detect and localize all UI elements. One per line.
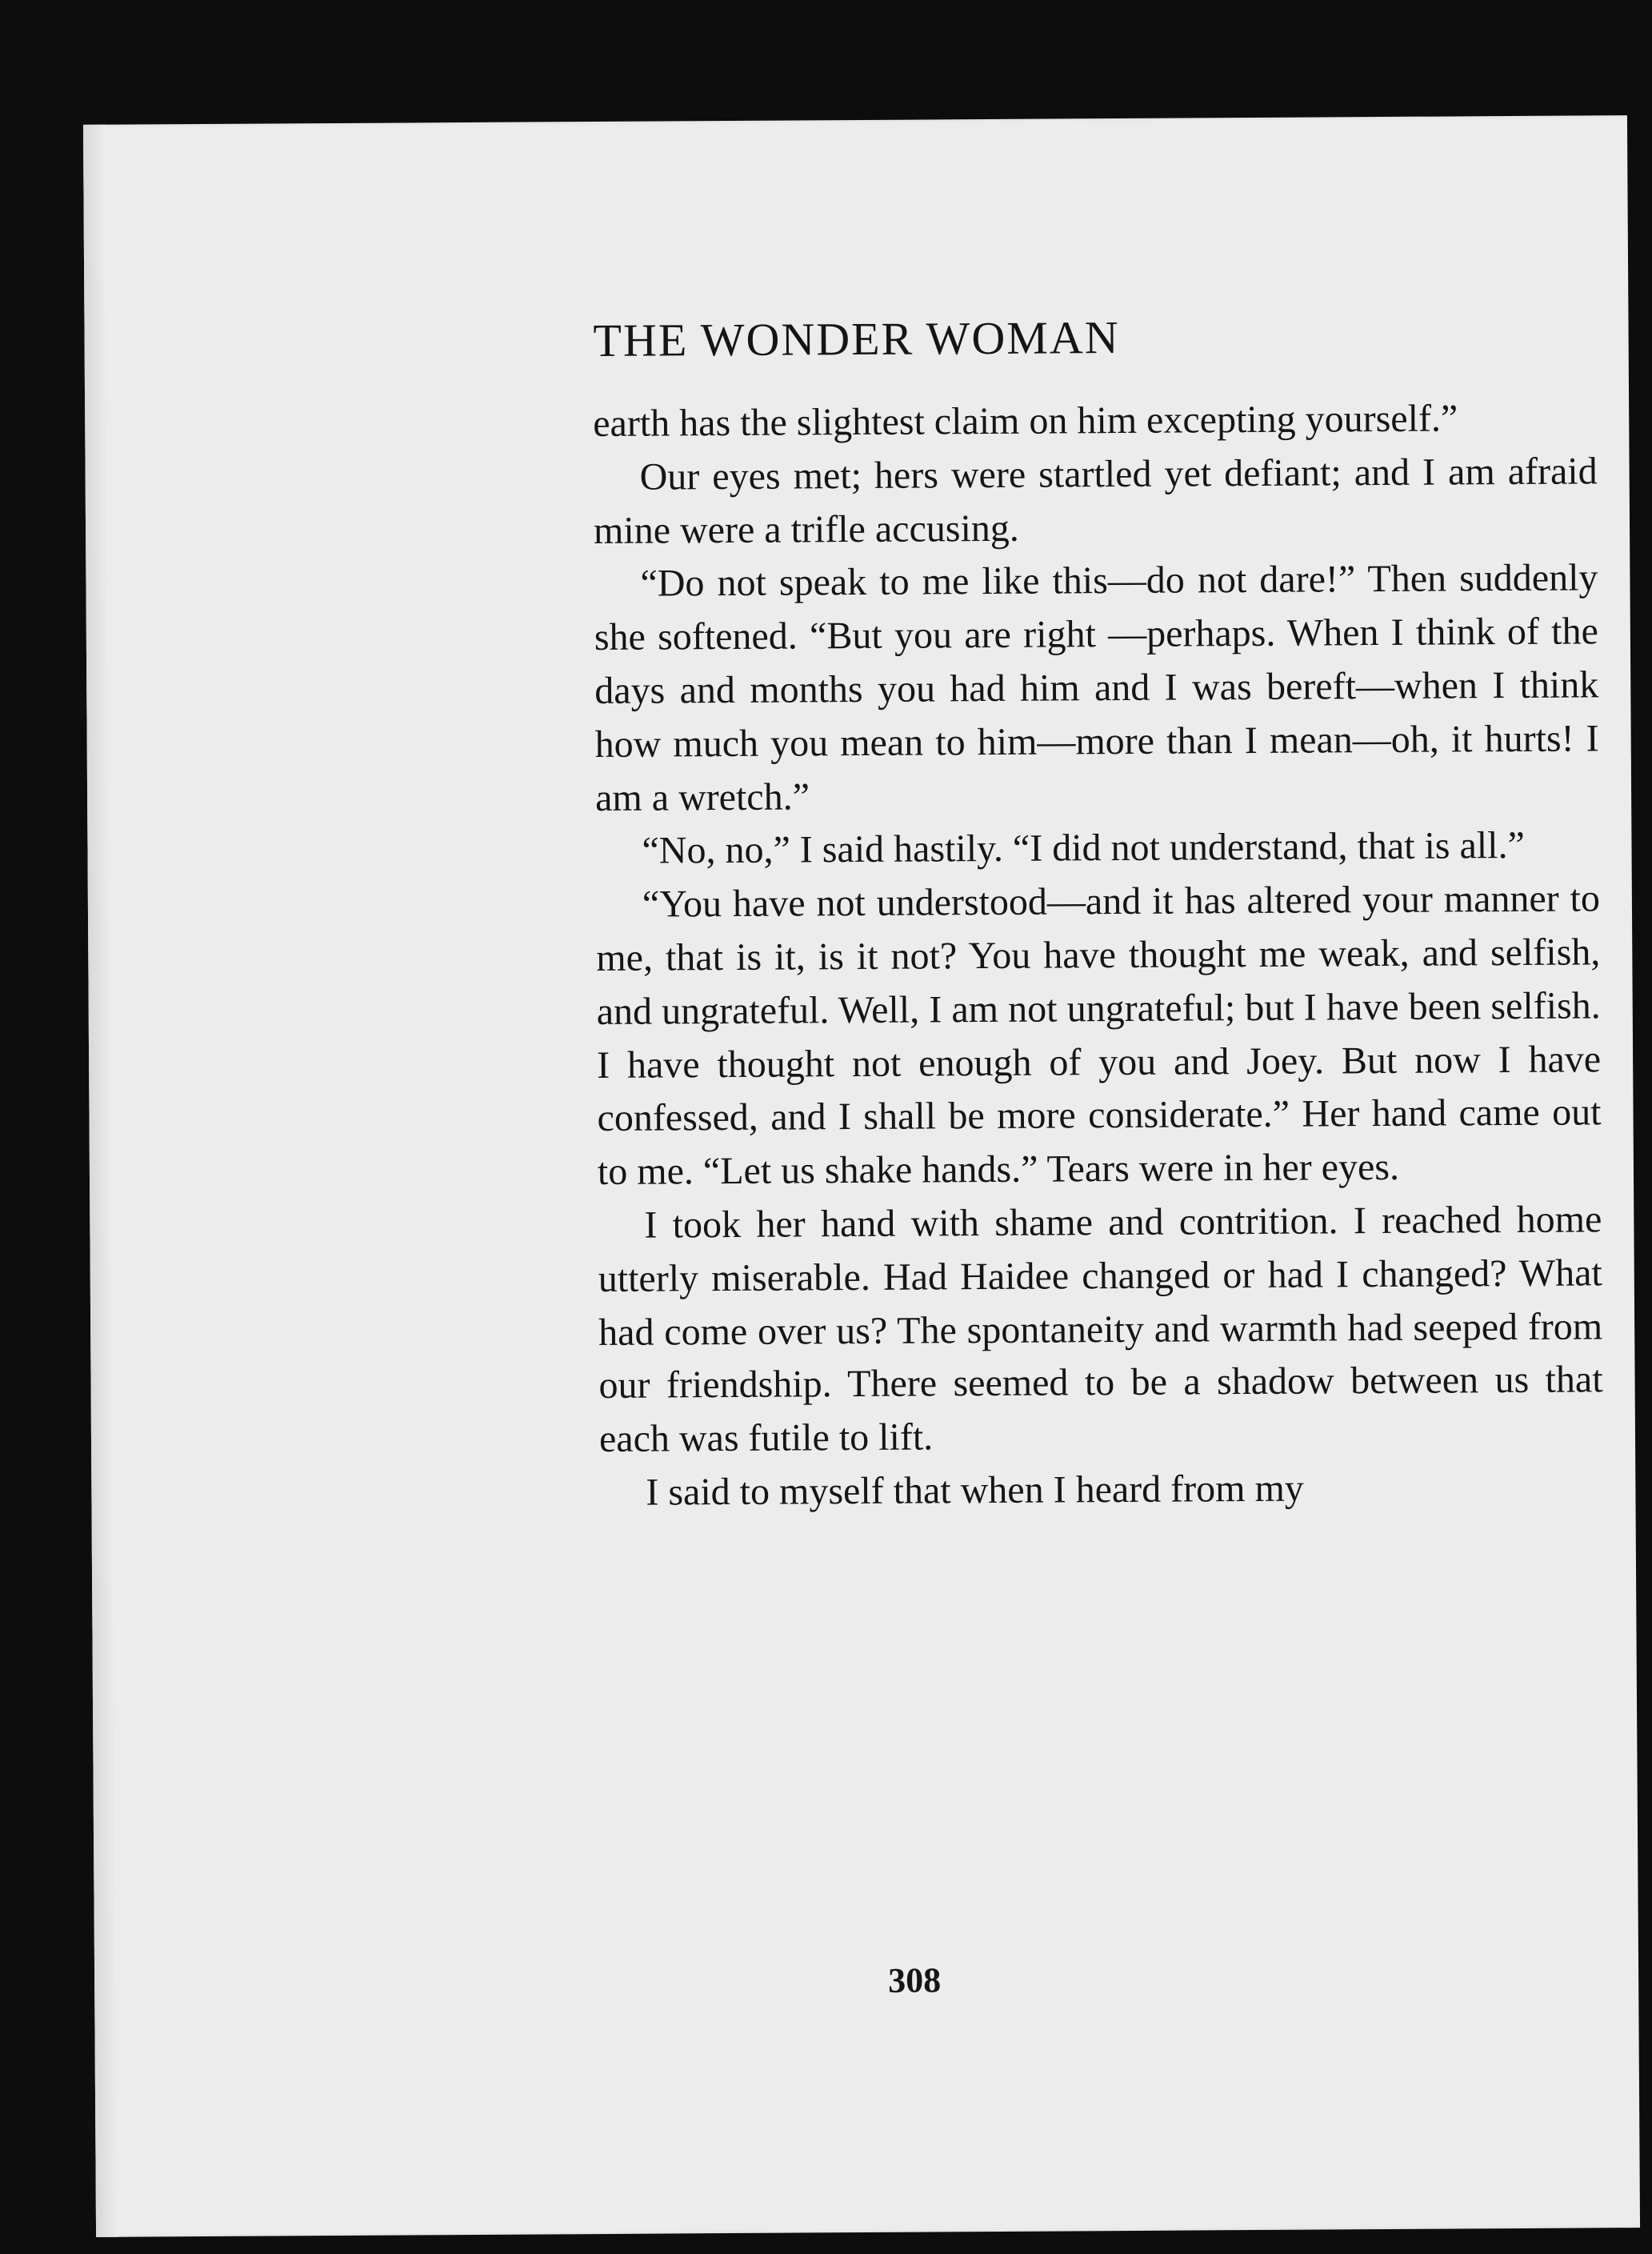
paragraph: I took her hand with shame and contrition. I reached home utterly miserable. Had Haidee changed or had I changed? What had come over us? The spontaneity and warmth had seeped from our friendship. There seemed to be a shadow between us that each was futile to lift. (598, 1198, 1603, 1461)
paragraph: I said to myself that when I heard from my (646, 1467, 1305, 1514)
page-number: 308 (887, 1960, 942, 2000)
running-head: THE WONDER WOMAN (593, 311, 1120, 367)
paragraph: “No, no,” I said hastily. “I did not understand, that is all.” (642, 824, 1525, 873)
paragraph: “You have not understood—and it has altered your manner to me, that is it, is it not? You have thought me weak, and selfish, and ungrateful. Well, I am not ungrateful; but I have been selfish. I have thought not enough of you and Joey. But now I have confessed, and I shall be more considerate.” Her hand came out to me. “Let us shake hands.” Tears were in her eyes. (596, 877, 1602, 1194)
paragraph: “Do not speak to me like this—do not dare!” Then suddenly she softened. “But you are right —perhaps. When I think of the days and months you had him and I was bereft—when I think how much you mean to him—more than I mean—oh, it hurts! I am a wretch.” (594, 556, 1599, 819)
paragraph: Our eyes met; hers were startled yet defiant; and I am afraid mine were a trifle accusing. (593, 450, 1598, 552)
paragraph-continued: earth has the slightest claim on him excepting yourself.” (593, 397, 1458, 446)
body-text (593, 391, 1604, 1519)
book-page (83, 115, 1640, 2237)
